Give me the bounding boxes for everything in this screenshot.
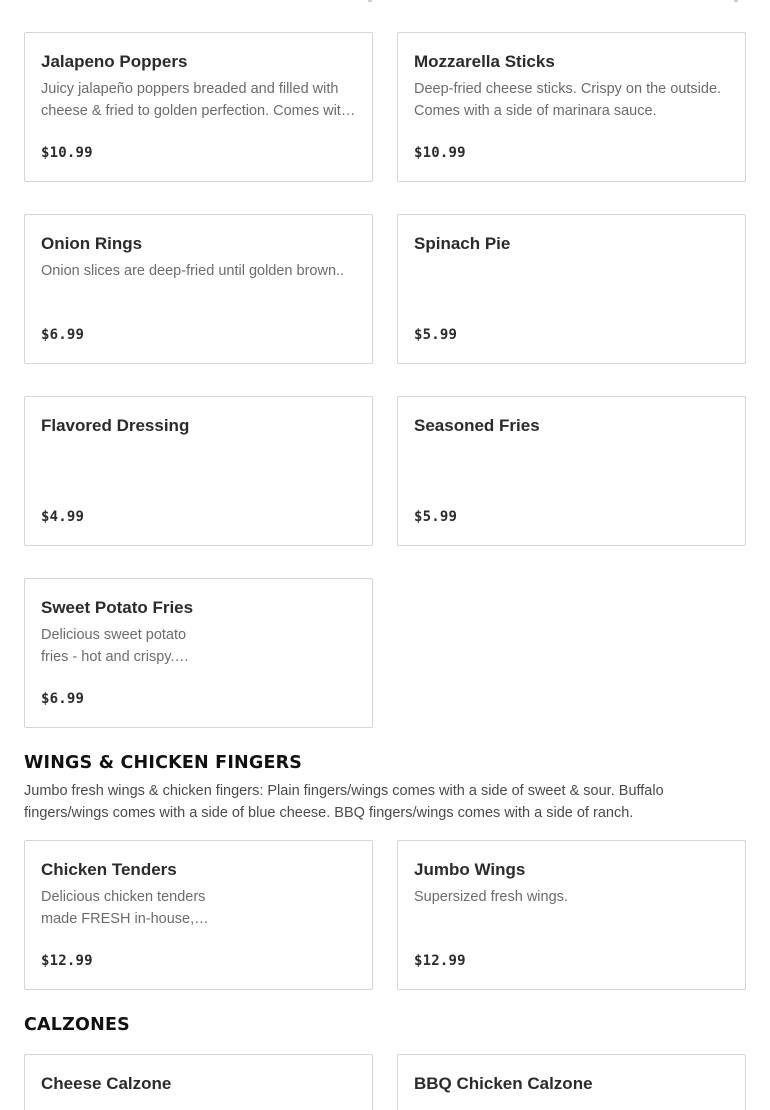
item-name: BBQ Chicken Calzone xyxy=(414,1074,593,1093)
item-name: Seasoned Fries xyxy=(414,416,540,435)
item-description: Delicious sweet potato fries - hot and crispy. xyxy=(41,627,187,665)
menu-item-card[interactable] xyxy=(24,32,373,182)
item-name: Cheese Calzone xyxy=(41,1074,172,1093)
menu-item-card[interactable] xyxy=(397,32,746,182)
section-title: WINGS & CHICKEN FINGERS xyxy=(24,753,303,773)
item-name: Mozzarella Sticks xyxy=(414,52,555,71)
item-description: Supersized fresh wings. xyxy=(414,889,568,905)
menu-item-card[interactable] xyxy=(24,578,373,728)
menu-item-card[interactable] xyxy=(397,1054,746,1110)
menu-item-card[interactable] xyxy=(24,396,373,546)
item-price: $12.99 xyxy=(414,953,466,969)
menu-item-card[interactable] xyxy=(24,214,373,364)
section-title: CALZONES xyxy=(24,1015,130,1035)
item-name: Onion Rings xyxy=(41,234,143,253)
item-name: Jumbo Wings xyxy=(414,860,526,879)
item-name: Flavored Dressing xyxy=(41,416,190,435)
item-description: Deep-fried cheese sticks. Crispy on the outside. Comes with a side of marinara sauce. xyxy=(414,81,722,119)
item-price: $10.99 xyxy=(41,145,93,161)
previous-card-edge xyxy=(24,0,746,2)
item-name: Chicken Tenders xyxy=(41,860,177,879)
item-price: $6.99 xyxy=(41,691,85,707)
item-description: Onion slices are deep-fried until golden brown.. xyxy=(41,263,345,279)
item-description: Delicious chicken tenders made FRESH in-house, xyxy=(41,889,206,927)
item-name: Spinach Pie xyxy=(414,234,511,253)
menu-item-card[interactable] xyxy=(397,396,746,546)
item-name: Sweet Potato Fries xyxy=(41,598,194,617)
item-description: Juicy jalapeño poppers breaded and filled with cheese & fried to golden perfection. Comes with xyxy=(41,81,349,119)
item-price: $6.99 xyxy=(41,327,85,343)
item-price: $5.99 xyxy=(414,509,458,525)
menu-item-card[interactable] xyxy=(24,840,373,990)
item-price: $10.99 xyxy=(414,145,466,161)
item-price: $4.99 xyxy=(41,509,85,525)
item-price: $5.99 xyxy=(414,327,458,343)
item-name: Jalapeno Poppers xyxy=(41,52,188,71)
item-price: $12.99 xyxy=(41,953,93,969)
menu-item-card[interactable] xyxy=(397,214,746,364)
menu-item-card[interactable] xyxy=(397,840,746,990)
menu-item-card[interactable] xyxy=(24,1054,373,1110)
section-description: Jumbo fresh wings & chicken fingers: Plain fingers/wings comes with a side of sweet & sour. Buffalo fingers/wings comes with a side of blue cheese. BBQ fingers/wings comes with a side of ranch. xyxy=(24,783,664,821)
